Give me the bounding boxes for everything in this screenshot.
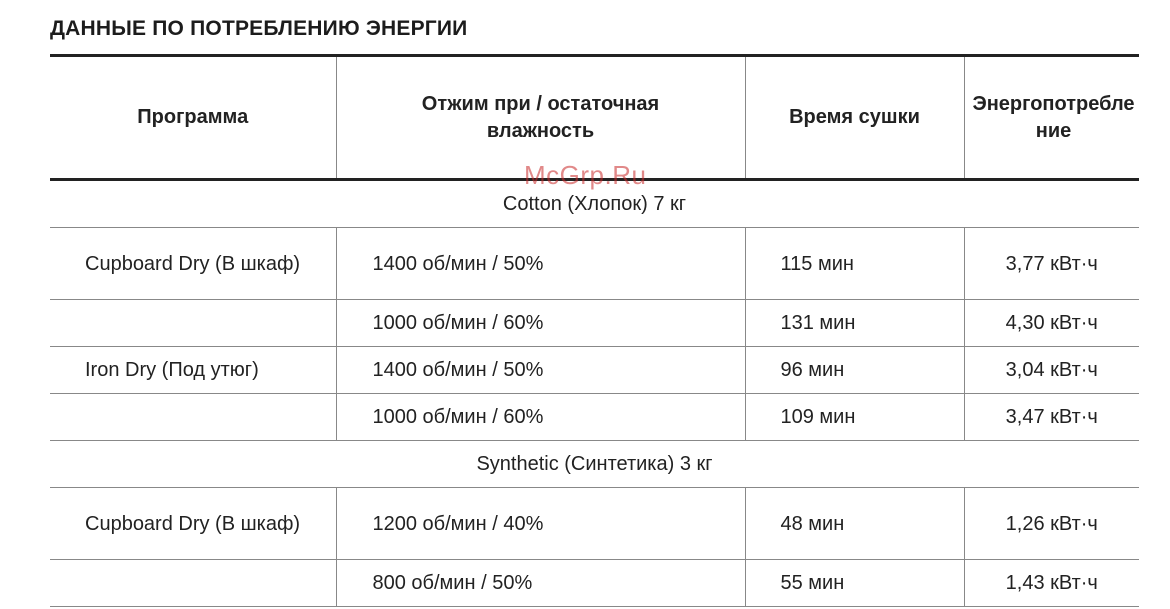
table-row (50, 347, 1139, 394)
header-energy-text: Энергопотребление (972, 92, 1135, 142)
table-row (50, 394, 1139, 441)
header-time: Время сушки (745, 56, 964, 180)
section-row-synthetic (50, 441, 1139, 488)
spin-cell: 1200 об/мин / 40% (336, 488, 745, 560)
energy-cell: 1,26 кВт·ч (964, 488, 1139, 560)
energy-cell: 3,04 кВт·ч (964, 347, 1139, 394)
spin-cell: 1400 об/мин / 50% (336, 347, 745, 394)
table-row (50, 488, 1139, 560)
time-cell: 48 мин (745, 488, 964, 560)
table-row (50, 560, 1139, 607)
header-program: Программа (50, 56, 336, 180)
section-label: Synthetic (Синтетика) 3 кг (50, 441, 1139, 488)
spin-cell: 800 об/мин / 50% (336, 560, 745, 607)
energy-cell: 4,30 кВт·ч (964, 300, 1139, 347)
program-cell: Cupboard Dry (В шкаф) (50, 488, 336, 560)
spin-cell: 1000 об/мин / 60% (336, 394, 745, 441)
time-cell: 115 мин (745, 228, 964, 300)
energy-cell: 3,47 кВт·ч (964, 394, 1139, 441)
program-cell (50, 300, 336, 347)
header-spin-text: Отжим при / остаточная влажность (421, 92, 660, 142)
page-title: ДАННЫЕ ПО ПОТРЕБЛЕНИЮ ЭНЕРГИИ (50, 17, 468, 40)
time-cell: 96 мин (745, 347, 964, 394)
table-row (50, 300, 1139, 347)
time-cell: 55 мин (745, 560, 964, 607)
table-row (50, 228, 1139, 300)
energy-consumption-table (50, 54, 1139, 607)
section-label: Cotton (Хлопок) 7 кг (50, 180, 1139, 228)
program-cell (50, 394, 336, 441)
program-cell: Iron Dry (Под утюг) (50, 347, 336, 394)
energy-cell: 1,43 кВт·ч (964, 560, 1139, 607)
energy-cell: 3,77 кВт·ч (964, 228, 1139, 300)
watermark-logo: McGrp.Ru (524, 160, 647, 190)
spin-cell: 1400 об/мин / 50% (336, 228, 745, 300)
header-energy (964, 56, 1139, 180)
program-cell: Cupboard Dry (В шкаф) (50, 228, 336, 300)
time-cell: 131 мин (745, 300, 964, 347)
time-cell: 109 мин (745, 394, 964, 441)
program-cell (50, 560, 336, 607)
spin-cell: 1000 об/мин / 60% (336, 300, 745, 347)
